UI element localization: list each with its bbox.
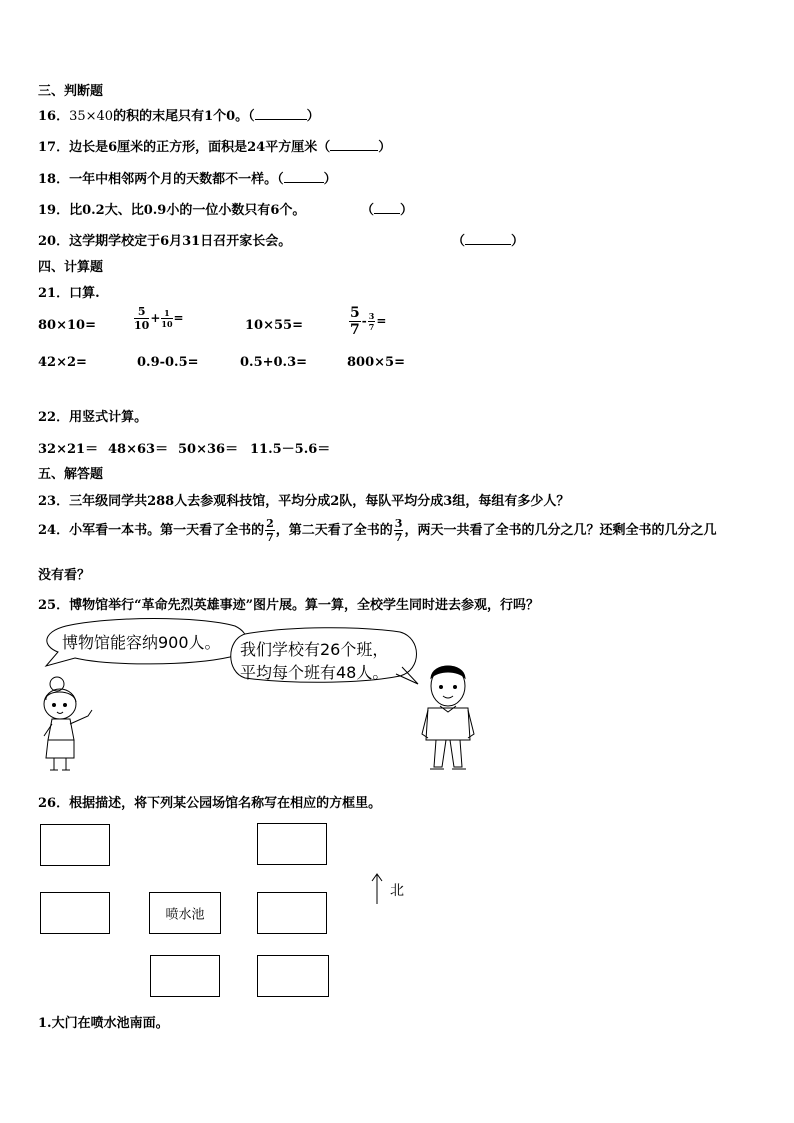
- question-20-answer: （ ）: [452, 234, 525, 249]
- question-text: 的积的末尾只有1个0。（: [113, 109, 255, 124]
- boy-bubble-text-2: 平均每个班有48人。: [240, 663, 389, 682]
- question-number: 21．: [38, 286, 70, 301]
- question-24: 24．小军看一本书。第一天看了全书的 $\frac{2}{7}$ ，第二天看了全书的 $\frac{3}{7}$ ，两天一共看了全书的几分之几？还剩全书的几分之几: [38, 517, 717, 544]
- question-16: 16．35×40的积的末尾只有1个0。（ ）: [38, 109, 320, 124]
- map-box-middle-left[interactable]: [40, 892, 110, 934]
- section-title-calc: 四、计算题: [38, 260, 104, 275]
- question-text: 边长是6厘米的正方形，面积是24平方厘米（: [69, 140, 331, 155]
- vertical-calc-item: 32×21＝: [38, 442, 99, 457]
- answer-blank[interactable]: [374, 202, 400, 214]
- fraction: $\frac{5}{7}$: [350, 305, 360, 338]
- girl-bubble-text: 博物馆能容纳900人。: [62, 633, 221, 652]
- question-18: 18．一年中相邻两个月的天数都不一样。（ ）: [38, 172, 337, 187]
- fraction: $\frac{2}{7}$: [266, 517, 274, 544]
- calc-item-fraction-diff: $\frac{5}{7}$ - $\frac{3}{7}$ =: [350, 305, 387, 338]
- calc-item: 42×2=: [38, 355, 87, 370]
- question-text: 口算.: [69, 286, 100, 301]
- vertical-calc-item: 50×36＝: [178, 442, 239, 457]
- calc-item: 80×10=: [38, 318, 96, 333]
- answer-blank[interactable]: [330, 139, 378, 151]
- map-box-bottom-middle[interactable]: [150, 955, 220, 997]
- question-20: [38, 230, 291, 249]
- vertical-calc-item: 11.5－5.6＝: [250, 442, 331, 457]
- map-box-fountain: [149, 892, 221, 934]
- section-title-solve: 五、解答题: [38, 467, 104, 482]
- expression: 35×40: [69, 109, 114, 124]
- vertical-calc-item: 48×63＝: [108, 442, 169, 457]
- question-number: 26．: [38, 796, 70, 811]
- question-number: 20．: [38, 234, 70, 249]
- question-19-answer: （ ）: [361, 203, 414, 218]
- answer-blank[interactable]: [255, 108, 307, 120]
- question-number: 17．: [38, 140, 70, 155]
- map-box-bottom-right[interactable]: [257, 955, 329, 997]
- fraction: $\frac{3}{7}$: [394, 517, 403, 544]
- question-text: 根据描述，将下列某公园场馆名称写在相应的方框里。: [69, 796, 382, 811]
- question-25: [38, 594, 539, 613]
- question-number: 23．: [38, 494, 70, 509]
- question-text: 比0.2大、比0.9小的一位小数只有6个。: [69, 203, 306, 218]
- question-text: 这学期学校定于6月31日召开家长会。: [69, 234, 292, 249]
- boy-figure: [422, 666, 474, 769]
- fraction: $\frac{5}{10}$: [134, 305, 150, 332]
- calc-item: 0.5+0.3=: [240, 355, 308, 370]
- question-number: 25．: [38, 598, 70, 613]
- map-box-top-right[interactable]: [257, 823, 327, 865]
- answer-blank[interactable]: [284, 171, 324, 183]
- map-box-top-left[interactable]: [40, 824, 110, 866]
- question-26: [38, 792, 381, 811]
- calc-item: 800×5=: [347, 355, 405, 370]
- girl-figure: [44, 677, 92, 770]
- question-number: 19．: [38, 203, 70, 218]
- fountain-label: 喷水池: [165, 907, 205, 923]
- fraction: $\frac{1}{10}$: [161, 308, 173, 329]
- question-number: 22．: [38, 410, 70, 425]
- question-text: 博物馆举行“革命先烈英雄事迹”图片展。算一算，全校学生同时进去参观，行吗？: [69, 598, 540, 613]
- question-17: 17．边长是6厘米的正方形，面积是24平方厘米（ ）: [38, 140, 392, 155]
- question-text: 三年级同学共288人去参观科技馆，平均分成2队，每队平均分成3组，每组有多少人？: [69, 494, 570, 509]
- boy-bubble-text-1: 我们学校有26个班，: [240, 640, 389, 659]
- description-1: 1.大门在喷水池南面。: [38, 1016, 169, 1031]
- fraction: $\frac{3}{7}$: [368, 311, 375, 332]
- question-number: 18．: [38, 172, 70, 187]
- question-24-line2: 没有看？: [38, 568, 91, 583]
- north-label: 北: [390, 883, 404, 899]
- question-number: 16．: [38, 109, 70, 124]
- calc-item: 0.9-0.5=: [137, 355, 199, 370]
- section-title-judge: 三、判断题: [38, 84, 104, 99]
- question-text: 用竖式计算。: [69, 410, 148, 425]
- calc-item-fraction-sum: $\frac{5}{10}$ + $\frac{1}{10}$ =: [134, 305, 184, 332]
- map-box-middle-right[interactable]: [257, 892, 327, 934]
- calc-item: 10×55=: [245, 318, 303, 333]
- question-21: [38, 282, 100, 301]
- question-text: 一年中相邻两个月的天数都不一样。（: [69, 172, 284, 187]
- question-23: [38, 490, 569, 509]
- north-arrow-icon: [370, 872, 384, 906]
- question-19: [38, 199, 305, 218]
- answer-blank[interactable]: [465, 233, 511, 245]
- question-22: [38, 406, 147, 425]
- question-number: 24．: [38, 523, 70, 538]
